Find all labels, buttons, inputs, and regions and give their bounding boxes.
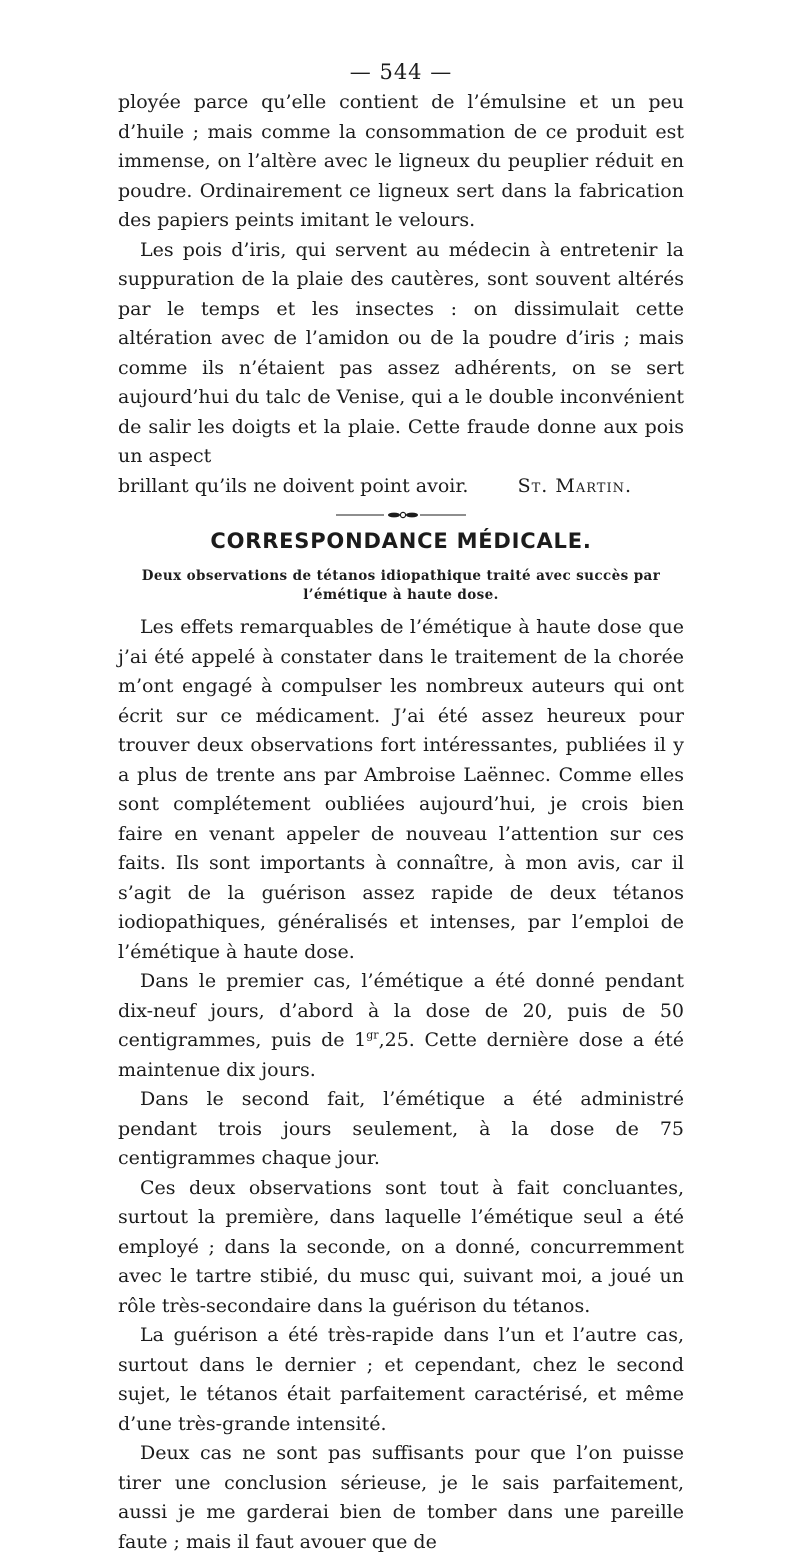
book-page	[118, 58, 684, 1557]
paragraph: Dans le second fait, l’émétique a été administré pendant trois jours seulement, à la dose de 75 centigrammes chaque jour.	[118, 1088, 684, 1169]
paragraph: ployée parce qu’elle contient de l’émulsine et un peu d’huile ; mais comme la consommation de ce produit est immense, on l’altère avec le ligneux du peuplier réduit en poudre. Ordinairement ce ligneux sert dans la fabrication des papiers peints imitant le velours.	[118, 91, 684, 231]
unit-superscript: gr	[366, 1028, 379, 1042]
ornamental-divider	[118, 507, 684, 521]
author-signature: St. Martin.	[517, 474, 632, 497]
dose-text-after: ,25. Cette dernière dose a été maintenue dix jours.	[118, 1029, 684, 1081]
section-title: CORRESPONDANCE MÉDICALE.	[210, 529, 592, 553]
paragraph: Les effets remarquables de l’émétique à haute dose que j’ai été appelé à constater dans le traitement de la chorée m’ont engagé à compulser les nombreux auteurs qui ont écrit sur ce médicament. J’ai été assez heureux pour trouver deux observations fort intéressantes, publiées il y a plus de trente ans par Ambroise Laënnec. Comme elles sont complétement oubliées aujourd’hui, je crois bien faire en venant appeler de nouveau l’attention sur ces faits. Ils sont importants à connaître, à mon avis, car il s’agit de la guérison assez rapide de deux tétanos iodiopathiques, généralisés et intenses, par l’emploi de l’émétique à haute dose.	[118, 616, 684, 963]
dose-text-before: Dans le premier cas, l’émétique a été donné pendant dix-neuf jours, d’abord à la dose de 20, puis de 50 centigrammes, puis de 1	[118, 970, 684, 1051]
signature-line	[118, 472, 684, 502]
paragraph: Deux cas ne sont pas suffisants pour que l’on puisse tirer une conclusion sérieuse, je le sais parfaitement, aussi je me garderai bien de tomber dans une pareille faute ; mais il faut avouer que de	[118, 1442, 684, 1553]
paragraph-last-line: brillant qu’ils ne doivent point avoir.	[118, 474, 469, 497]
paragraph: Ces deux observations sont tout à fait concluantes, surtout la première, dans laquelle l’émétique seul a été employé ; dans la seconde, on a donné, concurremment avec le tartre stibié, du musc qui, suivant moi, a joué un rôle très-secondaire dans la guérison du tétanos.	[118, 1176, 684, 1317]
paragraph: Les pois d’iris, qui servent au médecin à entretenir la suppuration de la plaie des cautères, sont souvent altérés par le temps et les insectes : on dissimulait cette altération avec de l’amidon ou de la poudre d’iris ; mais comme ils n’étaient pas assez adhérents, on se sert aujourd’hui du talc de Venise, qui a le double inconvénient de salir les doigts et la plaie. Cette fraude donne aux pois un aspect	[118, 238, 684, 467]
paragraph-dose	[118, 967, 684, 1085]
article-subtitle: Deux observations de tétanos idiopathique traité avec succès par l’émétique à haute dose.	[141, 568, 661, 603]
page-number: — 544 —	[349, 60, 453, 84]
paragraph: La guérison a été très-rapide dans l’un et l’autre cas, surtout dans le dernier ; et cependant, chez le second sujet, le tétanos était parfaitement caractérisé, et même d’une très-grande intensité.	[118, 1324, 684, 1435]
